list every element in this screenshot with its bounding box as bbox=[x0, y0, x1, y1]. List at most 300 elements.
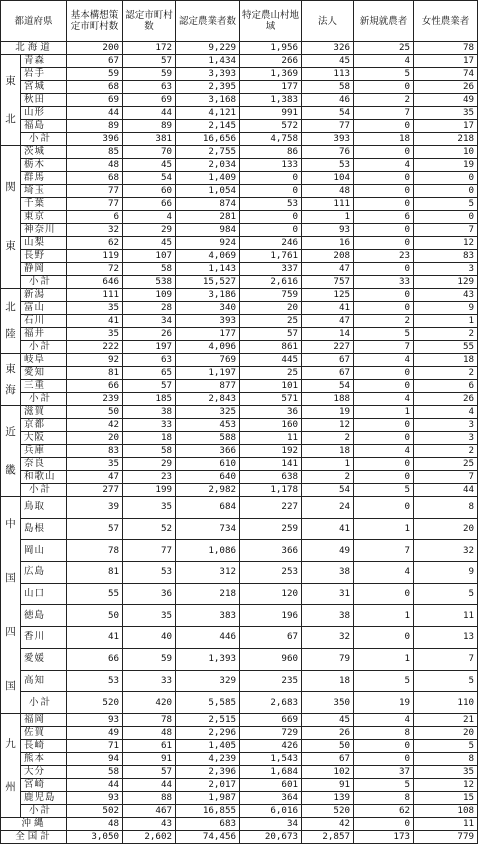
table-cell: 57 bbox=[67, 518, 123, 540]
prefecture-name: 長野 bbox=[21, 250, 67, 263]
table-row bbox=[1, 107, 478, 120]
table-cell: 172 bbox=[123, 42, 176, 55]
table-cell: 4 bbox=[354, 562, 414, 584]
prefecture-name: 新潟 bbox=[21, 289, 67, 302]
prefecture-name: 京都 bbox=[21, 419, 67, 432]
total-cell: 74,456 bbox=[176, 831, 240, 844]
table-cell: 133 bbox=[240, 159, 302, 172]
table-row bbox=[1, 172, 478, 185]
table-cell: 120 bbox=[240, 583, 302, 605]
table-cell: 393 bbox=[176, 315, 240, 328]
table-cell: 0 bbox=[354, 185, 414, 198]
table-cell: 29 bbox=[123, 224, 176, 237]
table-cell: 38 bbox=[123, 406, 176, 419]
table-row bbox=[1, 670, 478, 692]
table-cell: 21 bbox=[414, 714, 478, 727]
table-cell: 1,197 bbox=[176, 367, 240, 380]
table-cell: 0 bbox=[354, 419, 414, 432]
table-cell: 39 bbox=[67, 497, 123, 519]
table-cell: 41 bbox=[302, 518, 354, 540]
table-row bbox=[1, 627, 478, 649]
table-cell: 7 bbox=[414, 648, 478, 670]
prefecture-name: 宮城 bbox=[21, 81, 67, 94]
table-cell: 32 bbox=[67, 224, 123, 237]
subtotal-row bbox=[1, 692, 478, 714]
table-cell: 41 bbox=[67, 315, 123, 328]
table-cell: 1 bbox=[354, 518, 414, 540]
table-cell: 0 bbox=[354, 753, 414, 766]
prefecture-name: 兵庫 bbox=[21, 445, 67, 458]
table-row bbox=[1, 714, 478, 727]
table-cell: 54 bbox=[302, 380, 354, 393]
subtotal-cell: 420 bbox=[123, 692, 176, 714]
table-cell: 4 bbox=[354, 55, 414, 68]
region-label: 東海 bbox=[1, 354, 21, 406]
table-cell: 32 bbox=[414, 540, 478, 562]
table-cell: 35 bbox=[414, 766, 478, 779]
table-cell: 3 bbox=[414, 432, 478, 445]
table-row bbox=[1, 185, 478, 198]
table-cell: 208 bbox=[302, 250, 354, 263]
prefecture-name: 千葉 bbox=[21, 198, 67, 211]
table-cell: 23 bbox=[123, 471, 176, 484]
header-pref: 都道府県 bbox=[1, 1, 67, 42]
table-cell: 113 bbox=[302, 68, 354, 81]
table-cell: 0 bbox=[354, 471, 414, 484]
table-cell: 4,121 bbox=[176, 107, 240, 120]
region-label: 九州 bbox=[1, 714, 21, 818]
subtotal-cell: 188 bbox=[302, 393, 354, 406]
table-cell: 12 bbox=[414, 779, 478, 792]
table-cell: 36 bbox=[123, 583, 176, 605]
table-cell: 81 bbox=[67, 367, 123, 380]
prefecture-name: 富山 bbox=[21, 302, 67, 315]
table-row bbox=[1, 766, 478, 779]
table-cell: 3 bbox=[414, 419, 478, 432]
table-row bbox=[1, 250, 478, 263]
subtotal-cell: 199 bbox=[123, 484, 176, 497]
table-row bbox=[1, 367, 478, 380]
table-row bbox=[1, 648, 478, 670]
table-cell: 46 bbox=[302, 94, 354, 107]
total-cell: 2,857 bbox=[302, 831, 354, 844]
table-row bbox=[1, 445, 478, 458]
table-row bbox=[1, 328, 478, 341]
subtotal-label: 小計 bbox=[21, 276, 67, 289]
table-cell: 77 bbox=[67, 185, 123, 198]
table-row bbox=[1, 497, 478, 519]
table-cell: 0 bbox=[354, 120, 414, 133]
table-cell: 312 bbox=[176, 562, 240, 584]
table-cell: 0 bbox=[354, 198, 414, 211]
table-cell: 35 bbox=[414, 107, 478, 120]
subtotal-cell: 16,656 bbox=[176, 133, 240, 146]
table-cell: 17 bbox=[414, 120, 478, 133]
table-cell: 0 bbox=[354, 224, 414, 237]
table-cell: 0 bbox=[354, 302, 414, 315]
subtotal-cell: 5,585 bbox=[176, 692, 240, 714]
table-cell: 8 bbox=[414, 753, 478, 766]
subtotal-label: 小計 bbox=[21, 805, 67, 818]
table-cell: 20 bbox=[414, 727, 478, 740]
table-cell: 48 bbox=[123, 727, 176, 740]
table-cell: 0 bbox=[354, 432, 414, 445]
table-cell: 47 bbox=[302, 315, 354, 328]
table-cell: 0 bbox=[414, 211, 478, 224]
subtotal-cell: 393 bbox=[302, 133, 354, 146]
subtotal-label: 小計 bbox=[21, 692, 67, 714]
region-label: 関東 bbox=[1, 146, 21, 289]
table-cell: 8 bbox=[354, 792, 414, 805]
table-cell: 44 bbox=[123, 107, 176, 120]
table-cell: 5 bbox=[354, 779, 414, 792]
total-cell: 2,602 bbox=[123, 831, 176, 844]
table-cell: 6 bbox=[67, 211, 123, 224]
table-cell: 0 bbox=[354, 818, 414, 831]
table-cell: 26 bbox=[123, 328, 176, 341]
header-row bbox=[1, 1, 478, 42]
table-cell: 15 bbox=[414, 792, 478, 805]
table-cell: 0 bbox=[240, 224, 302, 237]
table-cell: 18 bbox=[302, 670, 354, 692]
table-cell: 0 bbox=[354, 289, 414, 302]
table-row bbox=[1, 289, 478, 302]
table-cell: 86 bbox=[240, 146, 302, 159]
table-cell: 960 bbox=[240, 648, 302, 670]
table-cell: 8 bbox=[414, 497, 478, 519]
table-cell: 44 bbox=[67, 779, 123, 792]
table-cell: 177 bbox=[176, 328, 240, 341]
table-cell: 25 bbox=[240, 367, 302, 380]
prefecture-name: 鳥取 bbox=[21, 497, 67, 519]
prefecture-name: 大分 bbox=[21, 766, 67, 779]
table-cell: 29 bbox=[123, 458, 176, 471]
table-cell: 3,186 bbox=[176, 289, 240, 302]
table-cell: 683 bbox=[176, 818, 240, 831]
prefecture-name: 山口 bbox=[21, 583, 67, 605]
total-cell: 20,673 bbox=[240, 831, 302, 844]
table-cell: 200 bbox=[67, 42, 123, 55]
table-cell: 4,069 bbox=[176, 250, 240, 263]
table-row bbox=[1, 42, 478, 55]
table-cell: 61 bbox=[123, 740, 176, 753]
table-cell: 1,369 bbox=[240, 68, 302, 81]
subtotal-cell: 218 bbox=[414, 133, 478, 146]
table-cell: 54 bbox=[302, 107, 354, 120]
subtotal-cell: 44 bbox=[414, 484, 478, 497]
table-cell: 588 bbox=[176, 432, 240, 445]
table-cell: 111 bbox=[302, 198, 354, 211]
table-cell: 0 bbox=[354, 458, 414, 471]
table-cell: 684 bbox=[176, 497, 240, 519]
region-label: 近畿 bbox=[1, 406, 21, 497]
table-cell: 50 bbox=[67, 406, 123, 419]
table-cell: 7 bbox=[414, 471, 478, 484]
table-cell: 0 bbox=[240, 211, 302, 224]
table-row bbox=[1, 727, 478, 740]
subtotal-row bbox=[1, 393, 478, 406]
table-row bbox=[1, 94, 478, 107]
table-cell: 33 bbox=[123, 670, 176, 692]
table-cell: 1,143 bbox=[176, 263, 240, 276]
subtotal-row bbox=[1, 341, 478, 354]
table-cell: 141 bbox=[240, 458, 302, 471]
table-cell: 11 bbox=[240, 432, 302, 445]
table-cell: 1,393 bbox=[176, 648, 240, 670]
table-cell: 453 bbox=[176, 419, 240, 432]
subtotal-cell: 7 bbox=[354, 341, 414, 354]
table-cell: 2 bbox=[414, 328, 478, 341]
table-row bbox=[1, 315, 478, 328]
table-cell: 125 bbox=[302, 289, 354, 302]
header-cert-farmers: 認定農業者数 bbox=[176, 1, 240, 42]
table-cell: 66 bbox=[67, 380, 123, 393]
table-cell: 259 bbox=[240, 518, 302, 540]
table-cell: 246 bbox=[240, 237, 302, 250]
table-cell: 5 bbox=[414, 198, 478, 211]
prefecture-name: 滋賀 bbox=[21, 406, 67, 419]
table-cell: 19 bbox=[302, 406, 354, 419]
prefecture-name: 岐阜 bbox=[21, 354, 67, 367]
table-cell: 5 bbox=[414, 670, 478, 692]
total-row bbox=[1, 831, 478, 844]
table-cell: 4 bbox=[354, 159, 414, 172]
table-cell: 48 bbox=[67, 818, 123, 831]
table-cell: 26 bbox=[414, 81, 478, 94]
table-cell: 67 bbox=[302, 367, 354, 380]
table-cell: 34 bbox=[240, 818, 302, 831]
table-cell: 78 bbox=[414, 42, 478, 55]
table-row bbox=[1, 237, 478, 250]
table-cell: 74 bbox=[414, 68, 478, 81]
prefecture-name: 鹿児島 bbox=[21, 792, 67, 805]
header-cert-muni: 認定市町村数 bbox=[123, 1, 176, 42]
table-cell: 2 bbox=[302, 432, 354, 445]
table-cell: 67 bbox=[67, 55, 123, 68]
subtotal-cell: 350 bbox=[302, 692, 354, 714]
table-cell: 14 bbox=[302, 328, 354, 341]
table-row bbox=[1, 354, 478, 367]
table-cell: 38 bbox=[302, 605, 354, 627]
table-cell: 0 bbox=[354, 380, 414, 393]
region-label: 東北 bbox=[1, 55, 21, 146]
table-cell: 734 bbox=[176, 518, 240, 540]
table-cell: 192 bbox=[240, 445, 302, 458]
table-cell: 35 bbox=[123, 497, 176, 519]
table-cell: 729 bbox=[240, 727, 302, 740]
prefecture-name: 石川 bbox=[21, 315, 67, 328]
table-cell: 63 bbox=[123, 354, 176, 367]
table-cell: 20 bbox=[414, 518, 478, 540]
table-cell: 33 bbox=[123, 419, 176, 432]
table-cell: 4 bbox=[354, 354, 414, 367]
prefecture-name: 宮崎 bbox=[21, 779, 67, 792]
table-cell: 43 bbox=[414, 289, 478, 302]
table-cell: 109 bbox=[123, 289, 176, 302]
table-cell: 329 bbox=[176, 670, 240, 692]
subtotal-cell: 197 bbox=[123, 341, 176, 354]
table-cell: 53 bbox=[302, 159, 354, 172]
table-cell: 18 bbox=[414, 354, 478, 367]
table-cell: 139 bbox=[302, 792, 354, 805]
prefecture-name: 東京 bbox=[21, 211, 67, 224]
region-label: 北陸 bbox=[1, 289, 21, 354]
table-cell: 4,239 bbox=[176, 753, 240, 766]
subtotal-cell: 4,758 bbox=[240, 133, 302, 146]
table-cell: 0 bbox=[354, 627, 414, 649]
table-row bbox=[1, 68, 478, 81]
region-label: 中国四国 bbox=[1, 497, 21, 714]
table-cell: 32 bbox=[302, 627, 354, 649]
table-cell: 63 bbox=[123, 81, 176, 94]
table-cell: 572 bbox=[240, 120, 302, 133]
table-cell: 2,017 bbox=[176, 779, 240, 792]
table-cell: 1,684 bbox=[240, 766, 302, 779]
total-cell: 173 bbox=[354, 831, 414, 844]
table-cell: 160 bbox=[240, 419, 302, 432]
subtotal-cell: 6,016 bbox=[240, 805, 302, 818]
table-cell: 366 bbox=[240, 540, 302, 562]
subtotal-row bbox=[1, 484, 478, 497]
table-cell: 58 bbox=[123, 445, 176, 458]
table-cell: 874 bbox=[176, 198, 240, 211]
table-cell: 102 bbox=[302, 766, 354, 779]
total-label: 全国計 bbox=[1, 831, 67, 844]
table-row bbox=[1, 458, 478, 471]
table-cell: 67 bbox=[302, 753, 354, 766]
table-cell: 1 bbox=[414, 315, 478, 328]
table-cell: 26 bbox=[302, 727, 354, 740]
table-cell: 44 bbox=[123, 779, 176, 792]
table-cell: 640 bbox=[176, 471, 240, 484]
table-cell: 1,434 bbox=[176, 55, 240, 68]
prefecture-name: 福島 bbox=[21, 120, 67, 133]
table-cell: 1 bbox=[302, 211, 354, 224]
subtotal-cell: 15,527 bbox=[176, 276, 240, 289]
table-cell: 2 bbox=[302, 471, 354, 484]
table-cell: 20 bbox=[67, 432, 123, 445]
table-cell: 52 bbox=[123, 518, 176, 540]
subtotal-label: 小計 bbox=[21, 133, 67, 146]
header-new-farmers: 新規就農者 bbox=[354, 1, 414, 42]
table-cell: 94 bbox=[67, 753, 123, 766]
table-cell: 72 bbox=[67, 263, 123, 276]
table-cell: 55 bbox=[67, 583, 123, 605]
table-cell: 40 bbox=[123, 627, 176, 649]
table-cell: 669 bbox=[240, 714, 302, 727]
table-cell: 91 bbox=[123, 753, 176, 766]
table-cell: 2,755 bbox=[176, 146, 240, 159]
subtotal-cell: 4,096 bbox=[176, 341, 240, 354]
table-row bbox=[1, 753, 478, 766]
table-cell: 0 bbox=[414, 172, 478, 185]
subtotal-row bbox=[1, 805, 478, 818]
subtotal-label: 小計 bbox=[21, 393, 67, 406]
table-cell: 235 bbox=[240, 670, 302, 692]
prefecture-name: 愛知 bbox=[21, 367, 67, 380]
table-row bbox=[1, 81, 478, 94]
subtotal-cell: 2,616 bbox=[240, 276, 302, 289]
table-cell: 1,956 bbox=[240, 42, 302, 55]
table-row bbox=[1, 562, 478, 584]
table-cell: 2,034 bbox=[176, 159, 240, 172]
subtotal-cell: 381 bbox=[123, 133, 176, 146]
table-cell: 196 bbox=[240, 605, 302, 627]
subtotal-cell: 571 bbox=[240, 393, 302, 406]
subtotal-cell: 467 bbox=[123, 805, 176, 818]
table-row bbox=[1, 380, 478, 393]
table-row bbox=[1, 120, 478, 133]
subtotal-cell: 2,982 bbox=[176, 484, 240, 497]
table-cell: 78 bbox=[67, 540, 123, 562]
table-cell: 66 bbox=[123, 198, 176, 211]
table-cell: 31 bbox=[302, 583, 354, 605]
table-cell: 23 bbox=[354, 250, 414, 263]
prefecture-name: 三重 bbox=[21, 380, 67, 393]
table-cell: 2,396 bbox=[176, 766, 240, 779]
table-cell: 89 bbox=[67, 120, 123, 133]
table-cell: 49 bbox=[414, 94, 478, 107]
subtotal-row bbox=[1, 276, 478, 289]
prefecture-name: 群馬 bbox=[21, 172, 67, 185]
table-cell: 77 bbox=[67, 198, 123, 211]
prefecture-name: 山梨 bbox=[21, 237, 67, 250]
subtotal-cell: 538 bbox=[123, 276, 176, 289]
subtotal-cell: 110 bbox=[414, 692, 478, 714]
table-row bbox=[1, 146, 478, 159]
table-cell: 337 bbox=[240, 263, 302, 276]
prefecture-name: 徳島 bbox=[21, 605, 67, 627]
table-cell: 7 bbox=[414, 224, 478, 237]
table-row bbox=[1, 419, 478, 432]
subtotal-label: 小計 bbox=[21, 341, 67, 354]
table-cell: 2,296 bbox=[176, 727, 240, 740]
table-cell: 83 bbox=[67, 445, 123, 458]
subtotal-cell: 646 bbox=[67, 276, 123, 289]
table-cell: 266 bbox=[240, 55, 302, 68]
table-cell: 45 bbox=[302, 55, 354, 68]
table-cell: 9 bbox=[414, 302, 478, 315]
subtotal-cell: 18 bbox=[354, 133, 414, 146]
table-cell: 0 bbox=[354, 172, 414, 185]
table-cell: 1,383 bbox=[240, 94, 302, 107]
subtotal-cell: 502 bbox=[67, 805, 123, 818]
table-cell: 50 bbox=[302, 740, 354, 753]
table-cell: 5 bbox=[354, 670, 414, 692]
table-cell: 325 bbox=[176, 406, 240, 419]
table-cell: 991 bbox=[240, 107, 302, 120]
table-cell: 71 bbox=[67, 740, 123, 753]
table-cell: 177 bbox=[240, 81, 302, 94]
table-row bbox=[1, 518, 478, 540]
table-cell: 57 bbox=[123, 55, 176, 68]
subtotal-cell: 1,178 bbox=[240, 484, 302, 497]
table-cell: 13 bbox=[414, 627, 478, 649]
table-row bbox=[1, 432, 478, 445]
header-plan: 基本構想策定市町村数 bbox=[67, 1, 123, 42]
table-cell: 58 bbox=[123, 263, 176, 276]
table-cell: 93 bbox=[302, 224, 354, 237]
table-cell: 0 bbox=[354, 146, 414, 159]
table-cell: 445 bbox=[240, 354, 302, 367]
table-cell: 57 bbox=[240, 328, 302, 341]
table-cell: 10 bbox=[414, 146, 478, 159]
table-cell: 12 bbox=[302, 419, 354, 432]
table-cell: 4 bbox=[354, 714, 414, 727]
prefecture-name: 岡山 bbox=[21, 540, 67, 562]
table-cell: 281 bbox=[176, 211, 240, 224]
subtotal-label: 小計 bbox=[21, 484, 67, 497]
